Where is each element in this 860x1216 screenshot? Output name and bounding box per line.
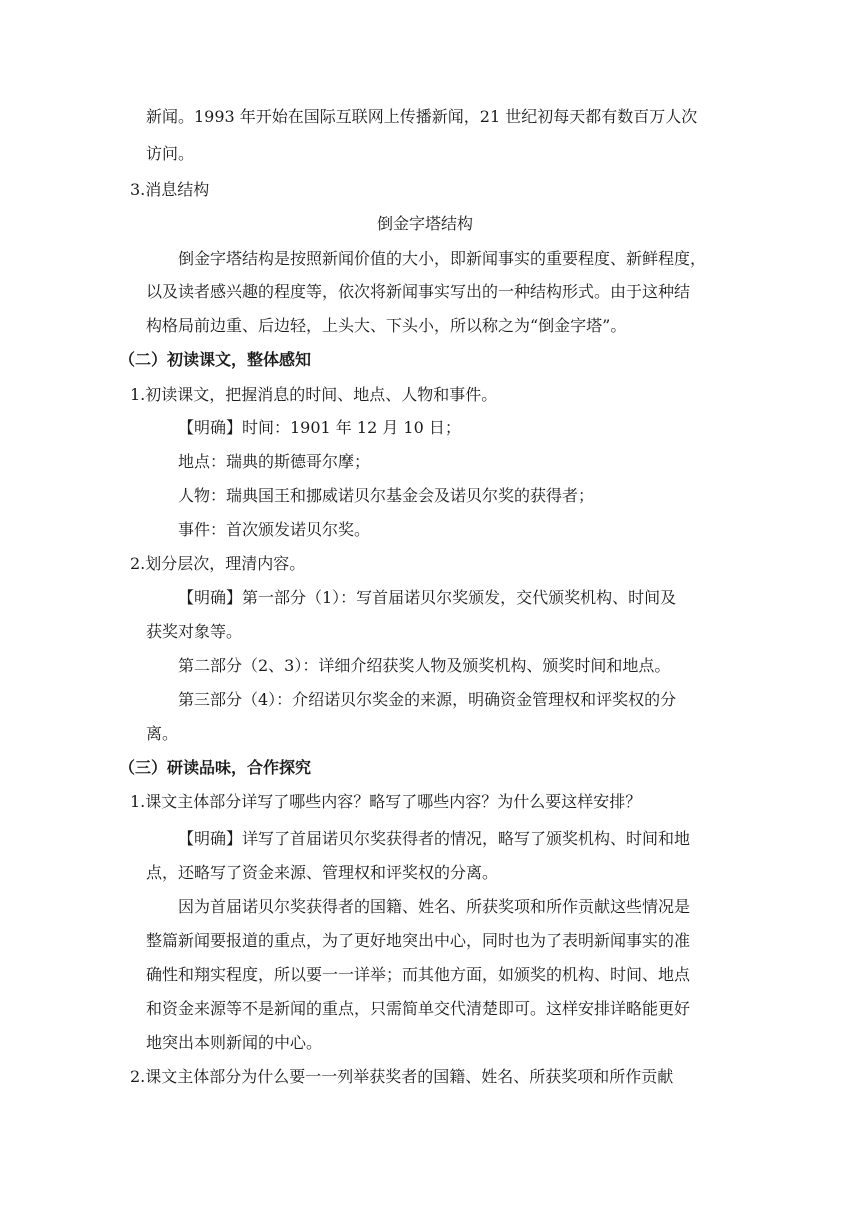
section-item: 3.消息结构 xyxy=(130,180,210,199)
text-line: 【明确】详写了首届诺贝尔奖获得者的情况，略写了颁奖机构、时间和地 xyxy=(178,829,691,848)
text-line: 【明确】第一部分（1）：写首届诺贝尔奖颁发，交代颁奖机构、时间及 xyxy=(178,588,677,607)
section-heading: （三）研读品味，合作探究 xyxy=(119,758,312,777)
text-line: 地点：瑞典的斯德哥尔摩； xyxy=(178,452,371,471)
text-line: 事件：首次颁发诺贝尔奖。 xyxy=(178,520,371,539)
text-line: 因为首届诺贝尔奖获得者的国籍、姓名、所获奖项和所作贡献这些情况是 xyxy=(178,897,691,916)
text-line: 第三部分（4）：介绍诺贝尔奖金的来源，明确资金管理权和评奖权的分 xyxy=(178,690,677,709)
text-line: 构格局前边重、后边轻，上头大、下头小，所以称之为“倒金字塔”。 xyxy=(146,316,627,335)
text-line: 新闻。1993 年开始在国际互联网上传播新闻，21 世纪初每天都有数百万人次 xyxy=(146,107,698,126)
text-line: 第二部分（2、3）：详细介绍获奖人物及颁奖机构、颁奖时间和地点。 xyxy=(178,656,671,675)
text-line: 和资金来源等不是新闻的重点，只需简单交代清楚即可。这样安排详略能更好 xyxy=(146,999,691,1018)
numbered-item: 2.课文主体部分为什么要一一列举获奖者的国籍、姓名、所获奖项和所作贡献 xyxy=(130,1067,674,1086)
centered-subtitle: 倒金字塔结构 xyxy=(377,214,474,233)
text-line: 倒金字塔结构是按照新闻价值的大小，即新闻事实的重要程度、新鲜程度， xyxy=(178,249,707,268)
text-line: 离。 xyxy=(146,724,179,743)
text-line: 人物：瑞典国王和挪威诺贝尔基金会及诺贝尔奖的获得者； xyxy=(178,486,595,505)
text-line: 确性和翔实程度，所以要一一详举；而其他方面，如颁奖的机构、时间、地点 xyxy=(146,965,691,984)
section-heading: （二）初读课文，整体感知 xyxy=(119,350,312,369)
text-line: 以及读者感兴趣的程度等，依次将新闻事实写出的一种结构形式。由于这种结 xyxy=(146,282,691,301)
text-line: 【明确】时间：1901 年 12 月 10 日； xyxy=(178,418,461,437)
text-line: 访问。 xyxy=(146,144,195,163)
numbered-item: 2.划分层次，理清内容。 xyxy=(130,554,306,573)
text-line: 整篇新闻要报道的重点，为了更好地突出中心，同时也为了表明新闻事实的准 xyxy=(146,931,691,950)
text-line: 地突出本则新闻的中心。 xyxy=(146,1033,323,1052)
numbered-item: 1.初读课文，把握消息的时间、地点、人物和事件。 xyxy=(130,385,498,404)
numbered-item: 1.课文主体部分详写了哪些内容？略写了哪些内容？为什么要这样安排？ xyxy=(130,792,642,811)
text-line: 获奖对象等。 xyxy=(146,622,243,641)
text-line: 点，还略写了资金来源、管理权和评奖权的分离。 xyxy=(146,863,499,882)
